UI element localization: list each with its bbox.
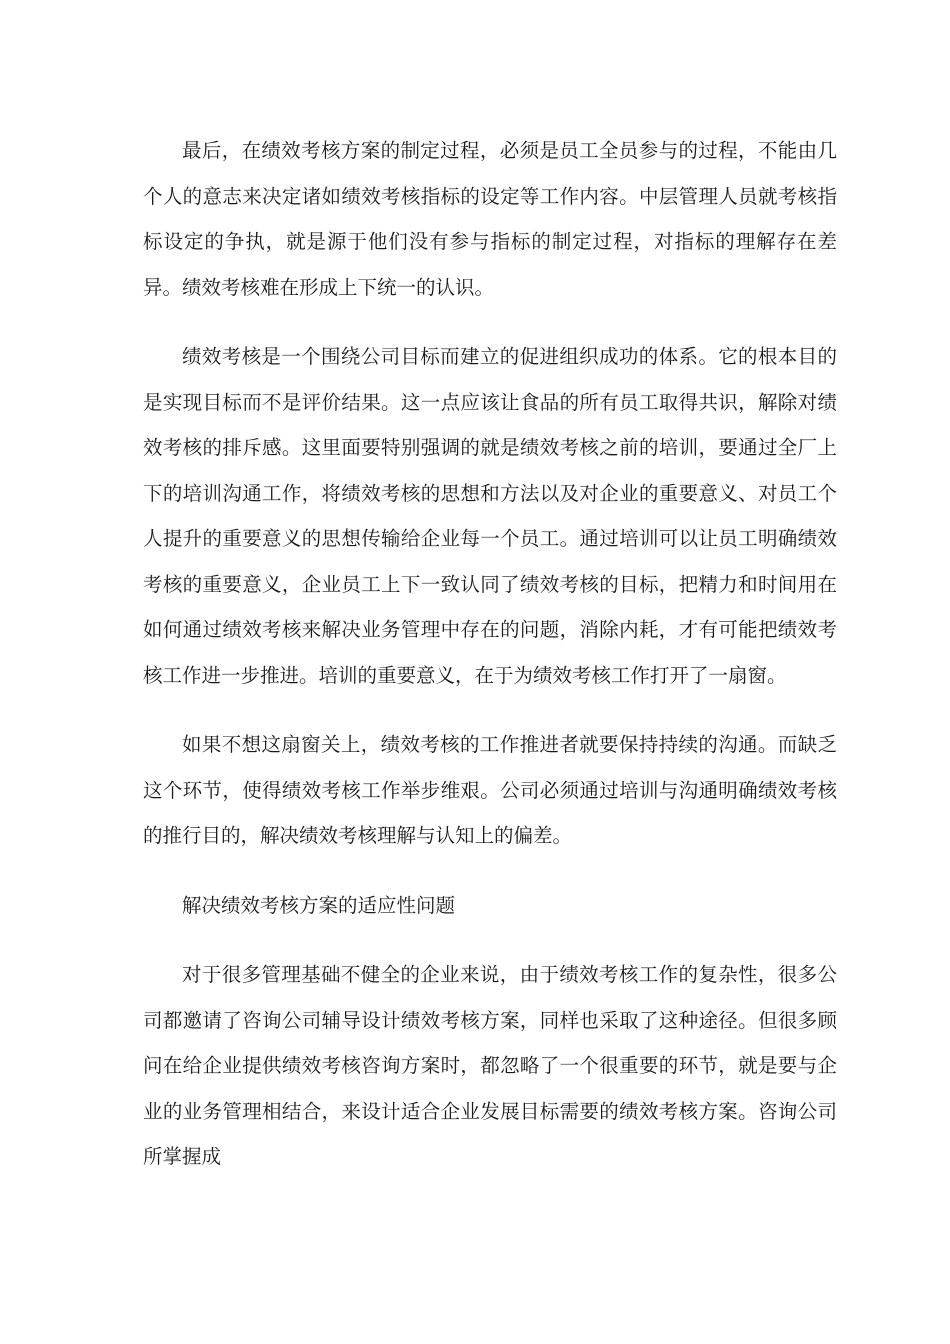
paragraph-2: 绩效考核是一个围绕公司目标而建立的促进组织成功的体系。它的根本目的是实现目标而不是评价结果。这一点应该让食品的所有员工取得共识，解除对绩效考核的排斥感。这里面要特别强调的就是绩效考核之前的培训，要通过全厂上下的培训沟通工作，将绩效考核的思想和方法以及对企业的重要意义、对员工个人提升的重要意义的思想传输给企业每一个员工。通过培训可以让员工明确绩效考核的重要意义，企业员工上下一致认同了绩效考核的目标，把精力和时间用在如何通过绩效考核来解决业务管理中存在的问题，消除内耗，才有可能把绩效考核工作进一步推进。培训的重要意义，在于为绩效考核工作打开了一扇窗。 <box>143 345 837 687</box>
document-body <box>143 128 837 1204</box>
section-heading: 解决绩效考核方案的适应性问题 <box>182 893 456 917</box>
paragraph-1: 最后，在绩效考核方案的制定过程，必须是员工全员参与的过程，不能由几个人的意志来决定诸如绩效考核指标的设定等工作内容。中层管理人员就考核指标设定的争执，就是源于他们没有参与指标的制定过程，对指标的理解存在差异。绩效考核难在形成上下统一的认识。 <box>143 139 837 299</box>
paragraph-3: 如果不想这扇窗关上，绩效考核的工作推进者就要保持持续的沟通。而缺乏这个环节，使得绩效考核工作举步维艰。公司必须通过培训与沟通明确绩效考核的推行目的，解决绩效考核理解与认知上的偏差。 <box>143 733 837 847</box>
paragraph-4: 对于很多管理基础不健全的企业来说，由于绩效考核工作的复杂性，很多公司都邀请了咨询公司辅导设计绩效考核方案，同样也采取了这种途径。但很多顾问在给企业提供绩效考核咨询方案时，都忽略了一个很重要的环节，就是要与企业的业务管理相结合，来设计适合企业发展目标需要的绩效考核方案。咨询公司所掌握成 <box>143 963 837 1168</box>
